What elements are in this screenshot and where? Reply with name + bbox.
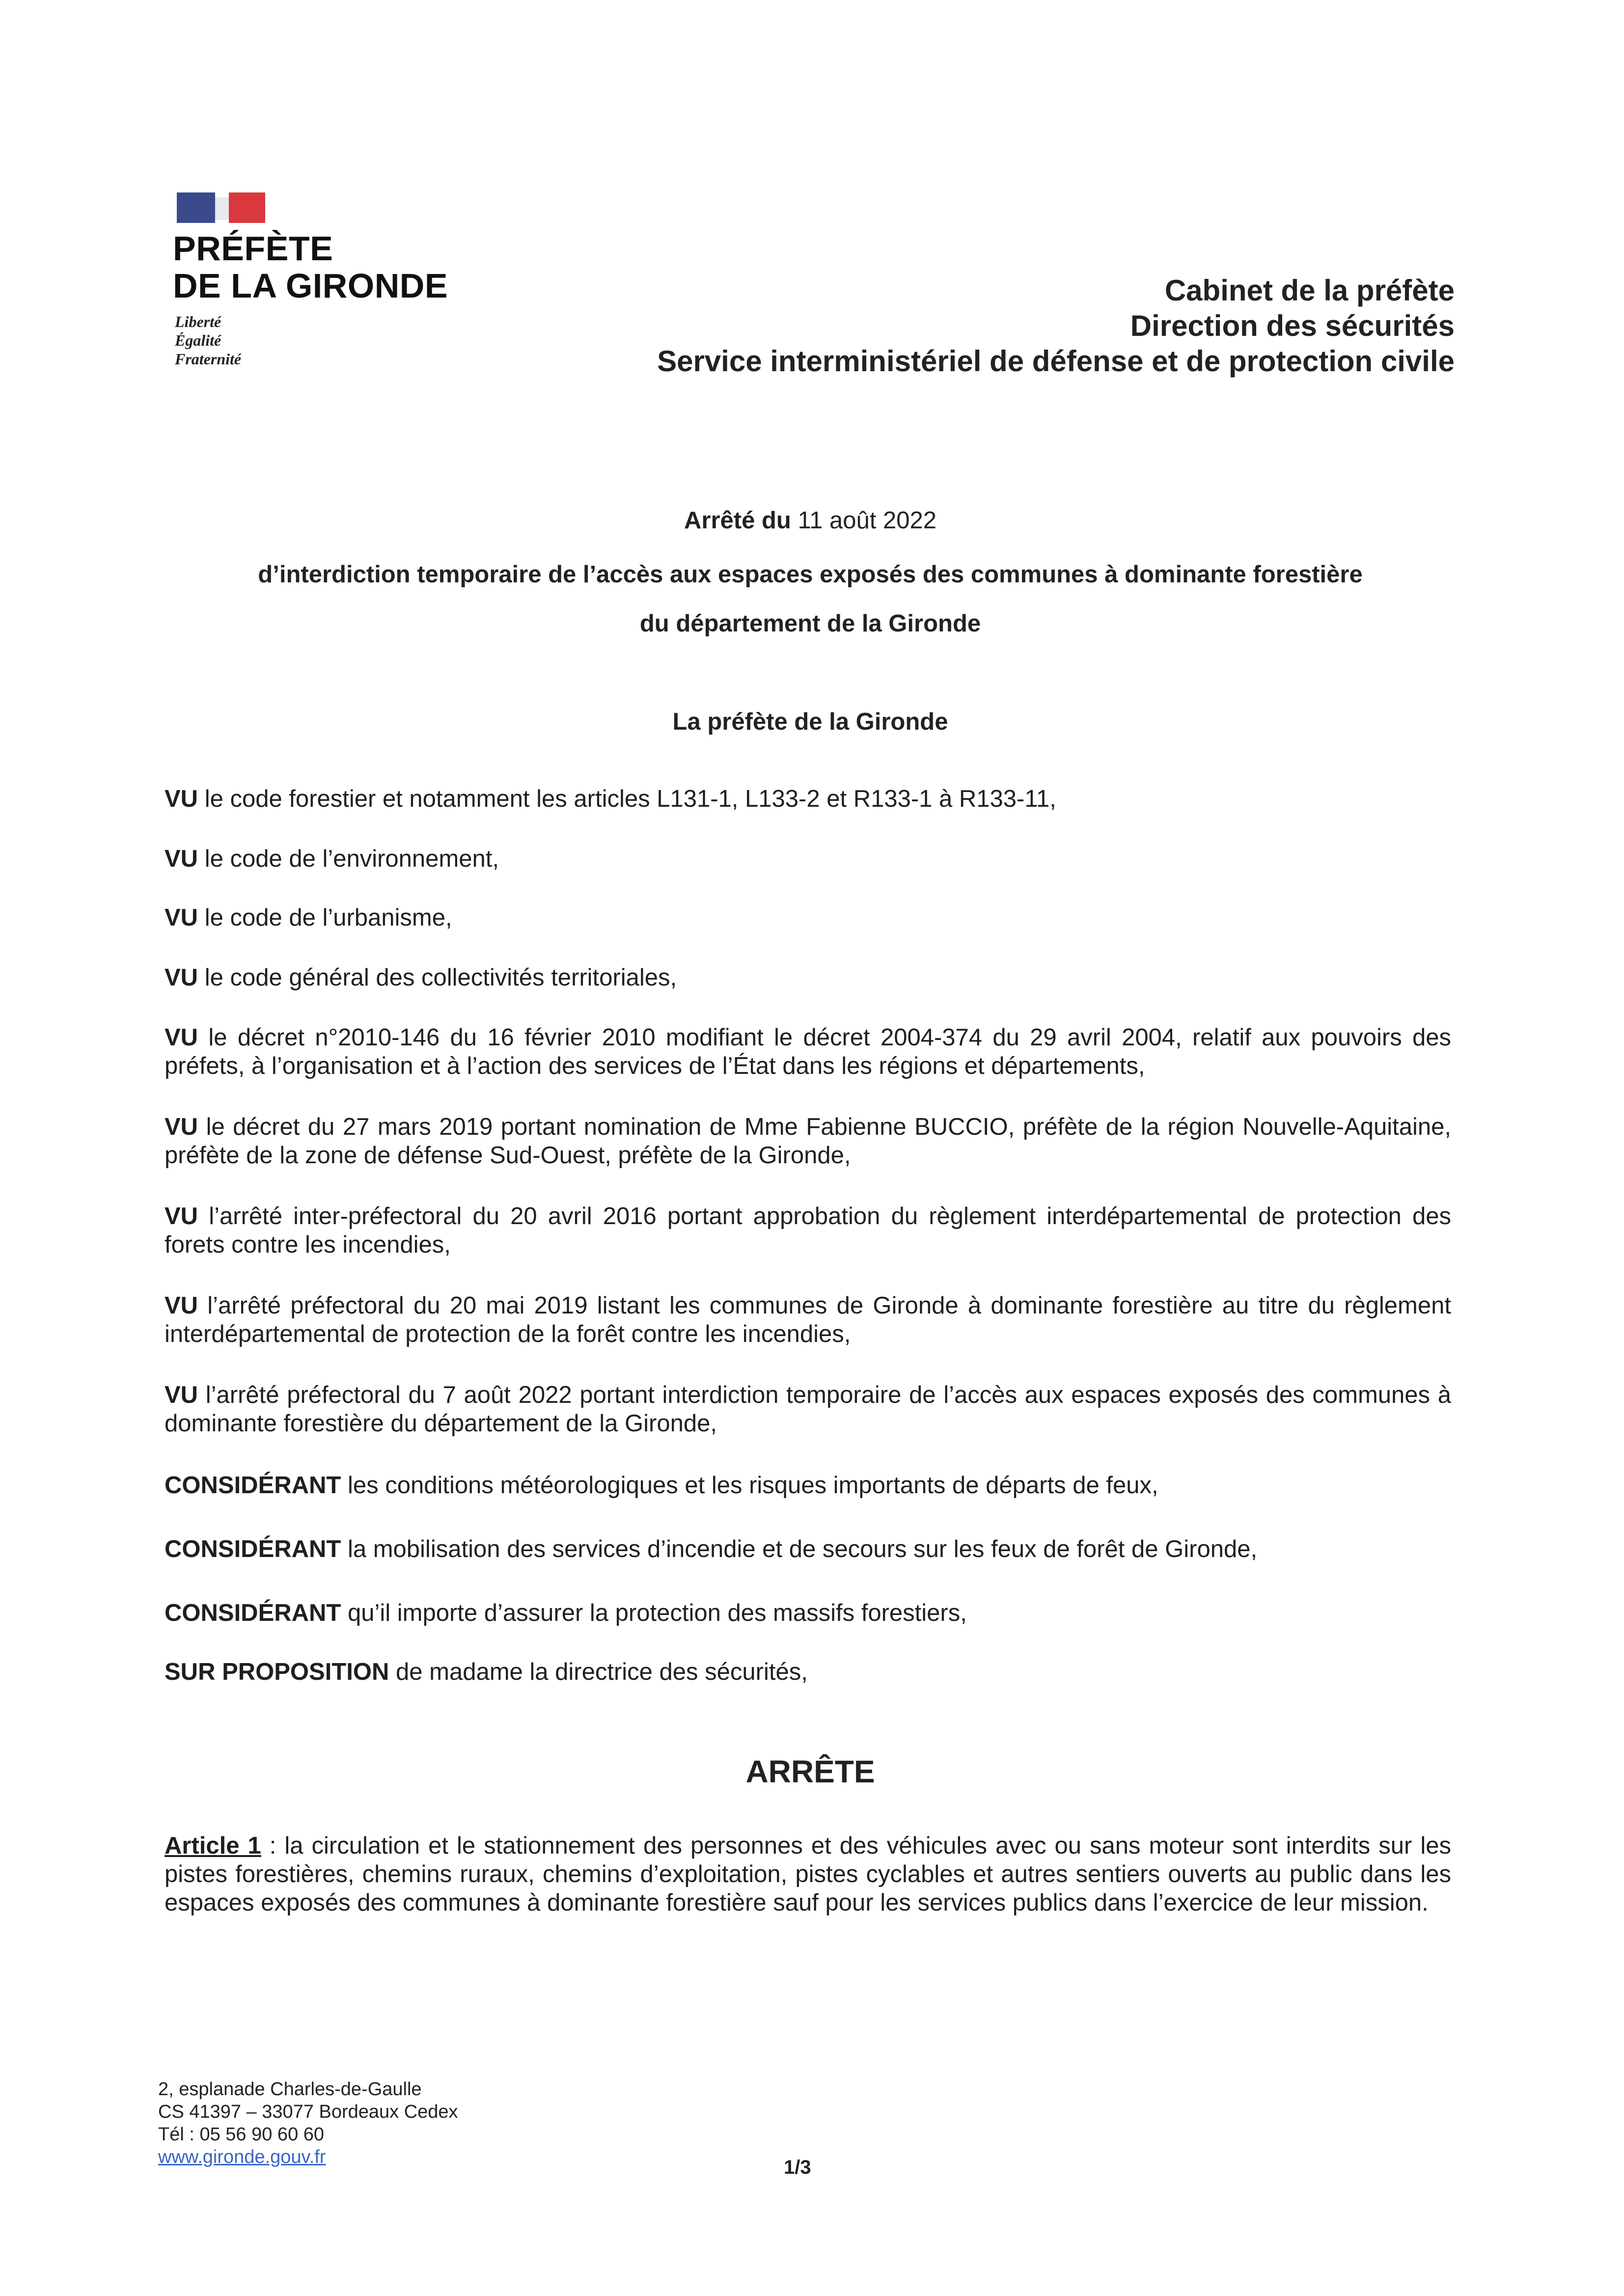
proposal-keyword: SUR PROPOSITION xyxy=(165,1659,389,1685)
proposal-paragraph xyxy=(165,1658,1451,1686)
visa-text: l’arrêté préfectoral du 20 mai 2019 listant les communes de Gironde à dominante forestière au titre du règlement interdépartemental de protection de la forêt contre les incendies, xyxy=(165,1292,1451,1347)
visa-text: le code forestier et notamment les articles L131-1, L133-2 et R133-1 à R133-11, xyxy=(204,786,1056,812)
proposal-text: de madame la directrice des sécurités, xyxy=(396,1659,808,1685)
marianne-flag-logo xyxy=(177,192,265,223)
visa-paragraph xyxy=(165,1202,1451,1259)
article-1-label: Article 1 xyxy=(165,1832,261,1859)
issuing-service xyxy=(657,273,1455,379)
visa-text: le code général des collectivités territoriales, xyxy=(204,964,677,991)
article-1-text: : la circulation et le stationnement des personnes et des véhicules avec ou sans moteur sont interdits sur les pistes forestières, chemins ruraux, chemins d’exploitation, pistes cyclables et autres sentiers ouverts au public dans les espaces exposés des communes à dominante forestière sauf pour les services publics dans l’exercice de leur mission. xyxy=(165,1832,1451,1916)
visa-paragraph xyxy=(165,1291,1451,1348)
consideration-paragraph xyxy=(165,1471,1451,1500)
decree-title-prefix: Arrêté du xyxy=(684,507,791,534)
visa-keyword: VU xyxy=(165,1024,198,1051)
decree-authority: La préfète de la Gironde xyxy=(672,709,948,735)
visa-text: le code de l’environnement, xyxy=(204,846,499,872)
prefecture-line-2: DE LA GIRONDE xyxy=(173,267,448,305)
visa-text: le décret du 27 mars 2019 portant nomination de Mme Fabienne BUCCIO, préfète de la région Nouvelle-Aquitaine, préfète de la zone de défense Sud-Ouest, préfète de la Gironde, xyxy=(165,1114,1451,1169)
visa-keyword: VU xyxy=(165,786,198,812)
consideration-paragraph xyxy=(165,1535,1451,1563)
service-line-1: Cabinet de la préfète xyxy=(1164,274,1455,307)
flag-white-band xyxy=(215,197,229,220)
flag-red-band xyxy=(229,192,265,223)
service-line-3: Service interministériel de défense et de protection civile xyxy=(657,345,1455,378)
visa-paragraph xyxy=(165,845,1451,873)
footer-contact xyxy=(158,2078,458,2168)
prefecture-line-1: PRÉFÈTE xyxy=(173,229,333,268)
visa-paragraph xyxy=(165,963,1451,992)
article-1 xyxy=(165,1831,1451,1917)
footer-address-line-2: CS 41397 – 33077 Bordeaux Cedex xyxy=(158,2102,458,2122)
page-number: 1/3 xyxy=(784,2157,811,2178)
visa-keyword: VU xyxy=(165,1114,198,1140)
consideration-keyword: CONSIDÉRANT xyxy=(165,1600,341,1626)
visa-paragraph xyxy=(165,1023,1451,1080)
motto-liberte: Liberté xyxy=(175,313,221,330)
visa-paragraph xyxy=(165,785,1451,813)
consideration-text: la mobilisation des services d’incendie et de secours sur les feux de forêt de Gironde, xyxy=(347,1536,1258,1562)
visa-text: le code de l’urbanisme, xyxy=(204,904,452,931)
decree-title xyxy=(147,506,1473,535)
motto-egalite: Égalité xyxy=(175,331,221,349)
visa-paragraph xyxy=(165,1113,1451,1170)
footer-website-link[interactable]: www.gironde.gouv.fr xyxy=(158,2147,326,2167)
visa-keyword: VU xyxy=(165,1292,198,1319)
visa-keyword: VU xyxy=(165,964,198,991)
motto-fraternite: Fraternité xyxy=(175,350,242,368)
republic-motto xyxy=(175,312,241,368)
footer-phone: Tél : 05 56 90 60 60 xyxy=(158,2124,325,2145)
consideration-paragraph xyxy=(165,1599,1451,1627)
decree-subject-line-1: d’interdiction temporaire de l’accès aux espaces exposés des communes à dominante forestière xyxy=(258,561,1363,588)
prefecture-name xyxy=(173,230,517,304)
consideration-keyword: CONSIDÉRANT xyxy=(165,1536,341,1562)
visa-keyword: VU xyxy=(165,846,198,872)
visa-paragraph xyxy=(165,1381,1451,1438)
visa-paragraph xyxy=(165,903,1451,932)
footer-address-line-1: 2, esplanade Charles-de-Gaulle xyxy=(158,2079,422,2100)
service-line-2: Direction des sécurités xyxy=(1130,309,1455,342)
visa-text: le décret n°2010-146 du 16 février 2010 modifiant le décret 2004-374 du 29 avril 2004, relatif aux pouvoirs des préfets, à l’organisation et à l’action des services de l’État dans les régions et départements, xyxy=(165,1024,1451,1079)
consideration-text: les conditions météorologiques et les risques importants de départs de feux, xyxy=(347,1472,1158,1499)
visa-keyword: VU xyxy=(165,904,198,931)
visa-text: l’arrêté préfectoral du 7 août 2022 portant interdiction temporaire de l’accès aux espaces exposés des communes à dominante forestière du département de la Gironde, xyxy=(165,1382,1451,1437)
visa-text: l’arrêté inter-préfectoral du 20 avril 2016 portant approbation du règlement interdépartemental de protection des forets contre les incendies, xyxy=(165,1203,1451,1258)
arrete-heading: ARRÊTE xyxy=(745,1754,875,1789)
visa-keyword: VU xyxy=(165,1382,198,1408)
visa-keyword: VU xyxy=(165,1203,198,1230)
consideration-keyword: CONSIDÉRANT xyxy=(165,1472,341,1499)
decree-subject-line-2: du département de la Gironde xyxy=(639,610,981,637)
flag-blue-band xyxy=(177,192,215,223)
decree-date: 11 août 2022 xyxy=(798,507,936,534)
consideration-text: qu’il importe d’assurer la protection des massifs forestiers, xyxy=(347,1600,967,1626)
